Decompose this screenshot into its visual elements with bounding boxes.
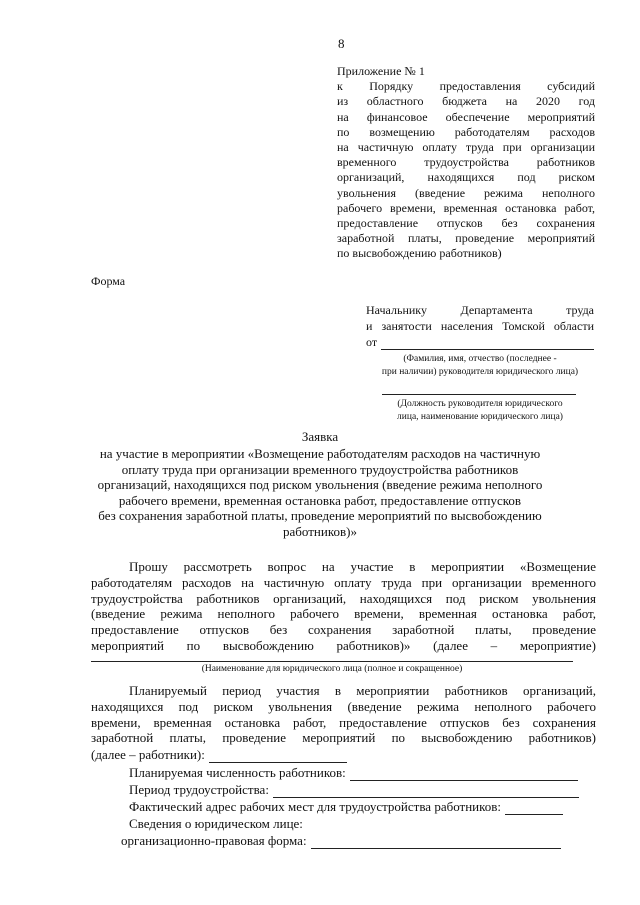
application-subtitle-line: рабочего времени, временная остановка работ, предоставление отпусков <box>118 492 522 508</box>
appendix-line: на финансовое обеспечение мероприятий <box>337 109 595 124</box>
appendix-block <box>337 64 595 261</box>
appendix-line: на частичную оплату труда при организации <box>337 139 595 154</box>
request-line: работодателям расходов на частичную оплату труда при организации временного <box>91 574 596 590</box>
head-name-note-1: (Фамилия, имя, отчество (последнее - <box>403 354 557 364</box>
participation-period-field[interactable] <box>209 750 347 763</box>
period-line: находящихся под риском увольнения (введение режима неполного рабочего <box>91 698 596 714</box>
request-line: Прошу рассмотреть вопрос на участие в мероприятии «Возмещение <box>129 559 596 574</box>
application-subtitle-line: оплату труда при организации временного трудоустройства работников <box>121 461 519 477</box>
addressee-line-1: Начальнику Департамента труда <box>366 303 594 317</box>
org-form-field[interactable] <box>311 836 561 849</box>
application-subtitle <box>90 446 550 539</box>
address-row <box>91 799 596 815</box>
workers-period-row <box>91 747 596 763</box>
employment-period-field[interactable] <box>273 785 579 798</box>
employment-period-label: Период трудоустройства: <box>129 782 269 797</box>
period-paragraph <box>91 683 596 746</box>
request-paragraph <box>91 559 596 654</box>
addressee-block <box>366 302 594 423</box>
appendix-line: по возмещению работодателям расходов <box>337 124 595 139</box>
legal-entity-row <box>91 816 596 832</box>
appendix-line: рабочего времени, временная остановка работ, <box>337 200 595 215</box>
period-line: заработной платы, проведение мероприятий по высвобождению работников) <box>91 730 596 746</box>
request-line: трудоустройства работников организаций, находящихся под риском увольнения <box>91 590 596 606</box>
application-title: Заявка <box>301 429 339 444</box>
appendix-line: увольнения (введение режима неполного <box>337 185 595 200</box>
headcount-label: Планируемая численность работников: <box>129 765 346 780</box>
headcount-field[interactable] <box>350 768 578 781</box>
from-name-field[interactable] <box>381 337 594 350</box>
period-line: Планируемый период участия в мероприятии работников организаций, <box>129 683 596 698</box>
organization-name-field[interactable] <box>91 661 573 662</box>
request-line: (введение режима неполного рабочего времени, временная остановка работ, <box>91 606 596 622</box>
period-line: времени, временная остановка работ, предоставление отпусков без сохранения <box>91 714 596 730</box>
from-label: от <box>366 335 378 349</box>
appendix-title: Приложение № 1 <box>337 64 425 78</box>
position-note-1: (Должность руководителя юридического <box>397 399 563 409</box>
workers-label: (далее – работники): <box>91 747 205 762</box>
request-line: мероприятий по высвобождению работников)» (далее – мероприятие) <box>91 637 596 653</box>
page-number: 8 <box>338 36 345 51</box>
application-subtitle-line: на участие в мероприятии «Возмещение работодателям расходов на частичную <box>99 446 541 461</box>
headcount-row <box>91 765 596 781</box>
appendix-line: предоставление отпусков без сохранения <box>337 215 595 230</box>
appendix-line: из областного бюджета на 2020 год <box>337 94 595 109</box>
org-form-label: организационно-правовая форма: <box>121 833 307 848</box>
application-subtitle-line: работников)» <box>283 523 357 539</box>
head-name-note-2: при наличии) руководителя юридического лица) <box>381 366 579 377</box>
application-subtitle-line: организаций, находящихся под риском увольнения (введение режима неполного <box>97 477 543 492</box>
address-label: Фактический адрес рабочих мест для трудоустройства работников: <box>129 799 502 814</box>
position-note-2: лица, наименование юридического лица) <box>397 411 563 422</box>
employment-period-row <box>91 782 596 798</box>
organization-name-note: (Наименование для юридического лица (полное и сокращенное) <box>201 664 463 674</box>
application-subtitle-line: без сохранения заработной платы, проведение мероприятий по высвобождению <box>98 508 542 523</box>
form-label: Форма <box>91 274 126 288</box>
appendix-line: заработной платы, проведение мероприятий <box>337 231 595 246</box>
addressee-line-2: и занятости населения Томской области <box>366 319 594 333</box>
appendix-line: по высвобождению работников) <box>337 246 502 261</box>
request-line: предоставление отпусков без сохранения заработной платы, проведение <box>91 622 596 638</box>
from-row <box>366 334 594 350</box>
position-field[interactable] <box>382 384 576 395</box>
appendix-line: временного трудоустройства работников <box>337 155 595 170</box>
appendix-line: организаций, находящихся под риском <box>337 170 595 185</box>
appendix-line: к Порядку предоставления субсидий <box>337 79 595 94</box>
legal-entity-label: Сведения о юридическом лице: <box>129 816 303 831</box>
org-form-row <box>91 833 596 849</box>
address-field[interactable] <box>505 802 563 815</box>
